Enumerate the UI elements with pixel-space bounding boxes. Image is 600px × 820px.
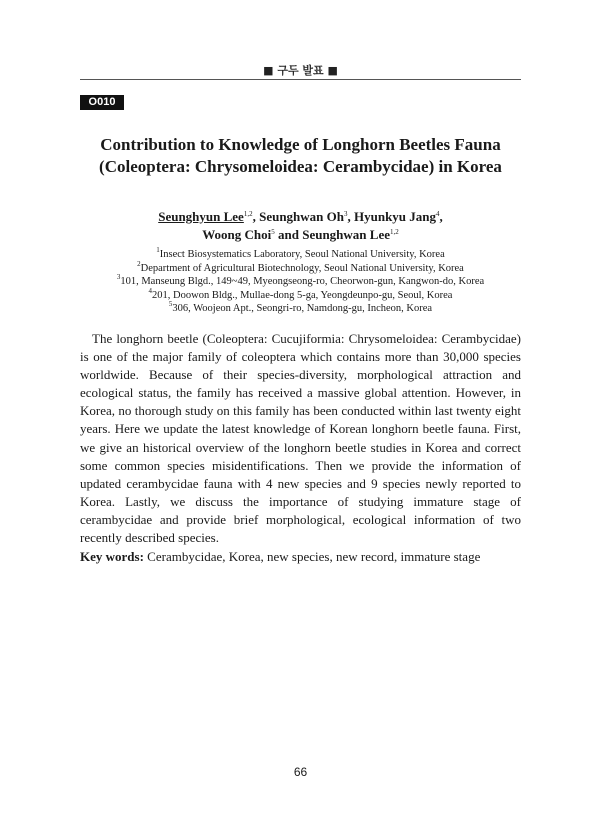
author-name: Hyunkyu Jang — [354, 209, 437, 224]
affiliation-text: 306, Woojeon Apt., Seongri-ro, Namdong-gu, Incheon, Korea — [172, 303, 433, 314]
author-separator: and — [274, 227, 303, 242]
abstract-code-badge: O010 — [80, 95, 124, 110]
author-affil-sup: 4 — [436, 210, 440, 218]
keywords-label: Key words: — [80, 549, 144, 564]
author-name: Seunghwan Lee — [302, 227, 390, 242]
affiliation-text: Department of Agricultural Biotechnology, Seoul National University, Korea — [140, 262, 464, 274]
author-affil-sup: 5 — [271, 228, 275, 236]
author-list — [80, 208, 521, 244]
author-separator: , — [439, 209, 443, 224]
affiliation-line — [80, 248, 521, 262]
author-name-presenter: Seunghyun Lee — [158, 209, 244, 224]
affiliation-text: Insect Biosystematics Laboratory, Seoul National University, Korea — [159, 249, 445, 260]
affiliation-line — [80, 259, 521, 276]
author-separator: , — [347, 209, 354, 224]
author-affil-sup: 1,2 — [390, 228, 399, 236]
keywords — [80, 548, 521, 566]
header-rule — [80, 79, 521, 80]
author-affil-sup: 3 — [344, 210, 348, 218]
affiliation-sup: 2 — [137, 259, 141, 268]
page-number: 66 — [293, 765, 308, 779]
affiliation-line — [80, 275, 521, 289]
abstract-body: The longhorn beetle (Coleoptera: Cucujiformia: Chrysomeloidea: Cerambycidae) is one of the major family of coleoptera which contains more than 30,000 species worldwide. Because of their species-diversity, morphological attraction and ecological status, the family has received a massive global attention. However, in Korea, no thorough study on this family has been conducted within last twenty eight years. Here we update the latest knowledge of Korean longhorn beetle fauna. First, we give an historical overview of the longhorn beetle studies in Korea and correct some common species misidentifications. Then we provide the information of updated cerambycidae fauna with 4 new species and 9 species newly reported to Korea. Lastly, we discuss the importance of studying immature stage of cerambycidae and provide brief morphological, ecological information of two recently described species. — [80, 331, 521, 546]
author-name: Seunghwan Oh — [259, 209, 344, 224]
author-affil-sup: 1,2 — [243, 210, 253, 218]
affiliation-text: 101, Manseung Blgd., 149~49, Myeongseong-ro, Cheorwon-gun, Kangwon-do, Korea — [120, 276, 485, 287]
section-header: ■ 구두 발표 ■ — [263, 64, 338, 77]
affiliation-sup: 5 — [168, 300, 173, 308]
author-name: Woong Choi — [202, 227, 272, 242]
title-line-2: (Coleoptera: Chrysomeloidea: Cerambycidae) in Korea — [99, 157, 502, 176]
author-line-1 — [80, 208, 521, 226]
affiliation-line — [80, 302, 521, 316]
affiliation-list — [80, 248, 521, 316]
affiliation-line — [80, 286, 521, 303]
title-line-1: Contribution to Knowledge of Longhorn Beetles Fauna — [100, 135, 501, 154]
author-separator: , — [252, 209, 260, 224]
paper-title — [80, 134, 521, 178]
author-line-2 — [80, 226, 521, 244]
keywords-text: Cerambycidae, Korea, new species, new record, immature stage — [143, 549, 481, 564]
affiliation-sup: 3 — [116, 273, 121, 281]
affiliation-sup: 4 — [148, 286, 153, 295]
affiliation-text: 201, Doowon Bldg., Mullae-dong 5-ga, Yeongdeunpo-gu, Seoul, Korea — [152, 289, 453, 301]
affiliation-sup: 1 — [156, 246, 160, 254]
